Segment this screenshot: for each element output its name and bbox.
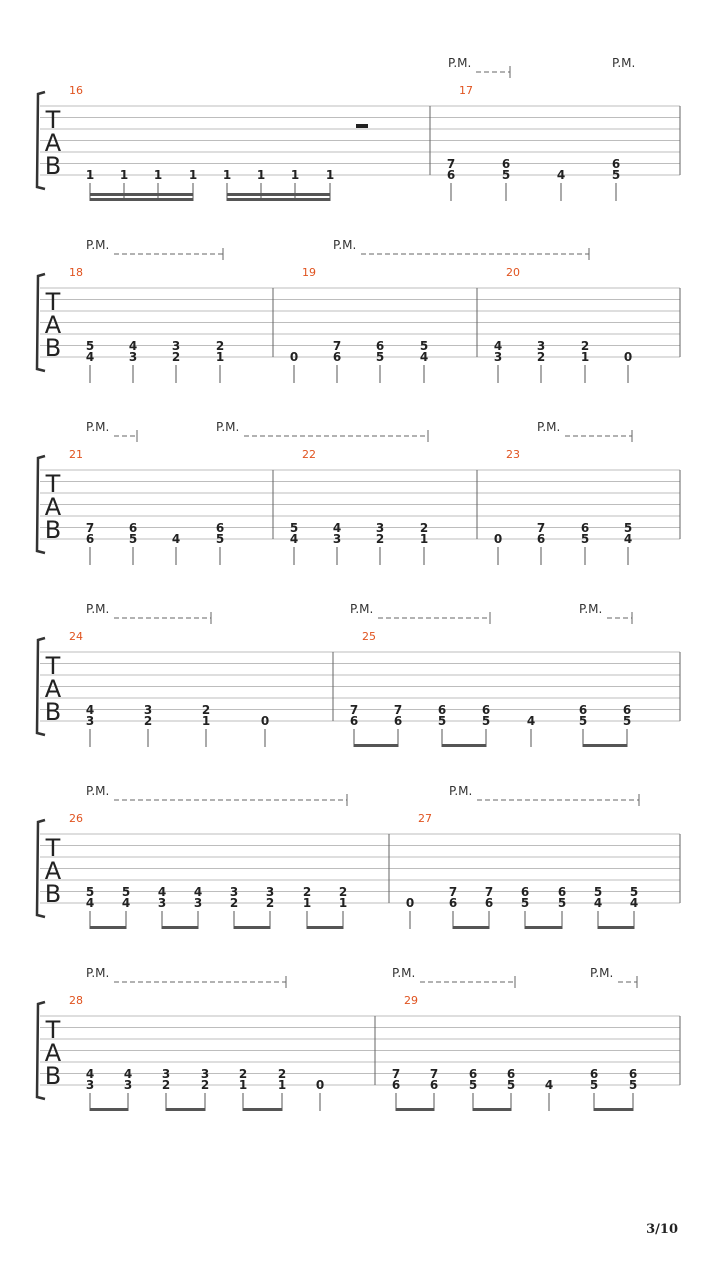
measure-number: 26 (69, 812, 83, 825)
fret-number: 7 (393, 703, 403, 717)
fret-number: 1 (580, 350, 590, 364)
fret-number: 7 (448, 885, 458, 899)
fret-number: 7 (446, 157, 456, 171)
fret-number: 5 (289, 521, 299, 535)
fret-number: 6 (437, 703, 447, 717)
fret-number: 2 (229, 896, 239, 910)
tab-system (37, 238, 680, 383)
palm-mute-label: P.M. (216, 420, 240, 434)
fret-number: 1 (188, 168, 198, 182)
fret-number: 1 (85, 168, 95, 182)
fret-number: 5 (578, 714, 588, 728)
fret-number: 4 (123, 1067, 133, 1081)
tab-clef-letter: A (44, 311, 62, 339)
fret-number: 6 (215, 521, 225, 535)
beam (594, 1108, 633, 1111)
fret-number: 6 (349, 714, 359, 728)
fret-number: 4 (157, 885, 167, 899)
fret-number: 6 (536, 532, 546, 546)
fret-number: 5 (580, 532, 590, 546)
measure-number: 27 (418, 812, 432, 825)
fret-number: 3 (536, 339, 546, 353)
palm-mute-label: P.M. (448, 56, 472, 70)
fret-number: 6 (628, 1067, 638, 1081)
fret-number: 1 (238, 1078, 248, 1092)
fret-number: 4 (85, 896, 95, 910)
beam (227, 193, 330, 196)
fret-number: 2 (161, 1078, 171, 1092)
fret-number: 3 (193, 896, 203, 910)
fret-number: 0 (493, 532, 503, 546)
fret-number: 4 (493, 339, 503, 353)
tab-clef-letter: B (44, 698, 62, 726)
measure-number: 19 (302, 266, 316, 279)
palm-mute-label: P.M. (86, 602, 110, 616)
tab-clef-letter: T (45, 834, 61, 862)
fret-number: 5 (623, 521, 633, 535)
fret-number: 5 (593, 885, 603, 899)
beam (354, 744, 398, 747)
fret-number: 6 (448, 896, 458, 910)
fret-number: 1 (290, 168, 300, 182)
fret-number: 4 (593, 896, 603, 910)
fret-number: 4 (556, 168, 566, 182)
tab-clef-letter: T (45, 288, 61, 316)
fret-number: 1 (256, 168, 266, 182)
fret-number: 6 (393, 714, 403, 728)
tab-clef-letter: B (44, 334, 62, 362)
fret-number: 0 (315, 1078, 325, 1092)
fret-number: 4 (193, 885, 203, 899)
beam (583, 744, 627, 747)
tab-clef-letter: B (44, 880, 62, 908)
fret-number: 5 (468, 1078, 478, 1092)
measure-number: 20 (506, 266, 520, 279)
fret-number: 3 (229, 885, 239, 899)
fret-number: 6 (622, 703, 632, 717)
fret-number: 7 (536, 521, 546, 535)
beam (473, 1108, 511, 1111)
palm-mute-label: P.M. (449, 784, 473, 798)
measure-number: 23 (506, 448, 520, 461)
fret-number: 4 (289, 532, 299, 546)
fret-number: 7 (332, 339, 342, 353)
fret-number: 7 (85, 521, 95, 535)
measure-number: 22 (302, 448, 316, 461)
fret-number: 7 (484, 885, 494, 899)
fret-number: 3 (157, 896, 167, 910)
fret-number: 6 (520, 885, 530, 899)
fret-number: 3 (161, 1067, 171, 1081)
fret-number: 0 (260, 714, 270, 728)
palm-mute-label: P.M. (86, 420, 110, 434)
fret-number: 1 (277, 1078, 287, 1092)
fret-number: 6 (446, 168, 456, 182)
beam (453, 926, 489, 929)
fret-number: 6 (589, 1067, 599, 1081)
palm-mute-label: P.M. (86, 238, 110, 252)
measure-number: 18 (69, 266, 83, 279)
beam (234, 926, 270, 929)
fret-number: 5 (628, 1078, 638, 1092)
fret-number: 3 (85, 1078, 95, 1092)
fret-number: 2 (265, 896, 275, 910)
fret-number: 2 (143, 714, 153, 728)
palm-mute-label: P.M. (350, 602, 374, 616)
beam (227, 198, 330, 201)
fret-number: 4 (544, 1078, 554, 1092)
fret-number: 1 (302, 896, 312, 910)
fret-number: 7 (391, 1067, 401, 1081)
fret-number: 5 (589, 1078, 599, 1092)
tab-clef-letter: B (44, 1062, 62, 1090)
beam (442, 744, 486, 747)
beam (166, 1108, 205, 1111)
fret-number: 5 (557, 896, 567, 910)
fret-number: 6 (611, 157, 621, 171)
tab-clef-letter: B (44, 516, 62, 544)
fret-number: 2 (338, 885, 348, 899)
beam (90, 193, 193, 196)
fret-number: 6 (484, 896, 494, 910)
fret-number: 4 (85, 350, 95, 364)
beam (598, 926, 634, 929)
fret-number: 3 (171, 339, 181, 353)
rest-symbol (356, 124, 368, 128)
fret-number: 1 (338, 896, 348, 910)
tab-system (37, 56, 680, 201)
fret-number: 1 (201, 714, 211, 728)
fret-number: 5 (481, 714, 491, 728)
fret-number: 6 (85, 532, 95, 546)
beam (90, 1108, 128, 1111)
fret-number: 4 (526, 714, 536, 728)
tab-clef-letter: A (44, 857, 62, 885)
tab-system (37, 420, 680, 565)
fret-number: 3 (375, 521, 385, 535)
tab-clef-letter: A (44, 675, 62, 703)
fret-number: 5 (85, 885, 95, 899)
fret-number: 5 (85, 339, 95, 353)
fret-number: 5 (128, 532, 138, 546)
fret-number: 7 (429, 1067, 439, 1081)
measure-number: 24 (69, 630, 83, 643)
measure-number: 17 (459, 84, 473, 97)
tab-clef-letter: T (45, 106, 61, 134)
beam (162, 926, 198, 929)
palm-mute-label: P.M. (333, 238, 357, 252)
fret-number: 0 (623, 350, 633, 364)
fret-number: 1 (215, 350, 225, 364)
fret-number: 4 (171, 532, 181, 546)
fret-number: 6 (128, 521, 138, 535)
palm-mute-label: P.M. (86, 784, 110, 798)
fret-number: 5 (629, 885, 639, 899)
fret-number: 5 (419, 339, 429, 353)
tab-clef-letter: A (44, 1039, 62, 1067)
fret-number: 6 (557, 885, 567, 899)
palm-mute-label: P.M. (590, 966, 614, 980)
fret-number: 5 (375, 350, 385, 364)
fret-number: 4 (121, 896, 131, 910)
palm-mute-label: P.M. (579, 602, 603, 616)
fret-number: 5 (501, 168, 511, 182)
fret-number: 3 (128, 350, 138, 364)
fret-number: 2 (580, 339, 590, 353)
palm-mute-label: P.M. (86, 966, 110, 980)
fret-number: 5 (611, 168, 621, 182)
fret-number: 2 (419, 521, 429, 535)
fret-number: 4 (85, 1067, 95, 1081)
beam (525, 926, 562, 929)
tab-clef-letter: A (44, 493, 62, 521)
fret-number: 6 (506, 1067, 516, 1081)
fret-number: 0 (289, 350, 299, 364)
beam (90, 926, 126, 929)
tab-system (37, 966, 680, 1111)
fret-number: 6 (501, 157, 511, 171)
fret-number: 5 (520, 896, 530, 910)
beam (307, 926, 343, 929)
fret-number: 2 (536, 350, 546, 364)
fret-number: 6 (481, 703, 491, 717)
fret-number: 3 (265, 885, 275, 899)
beam (396, 1108, 434, 1111)
fret-number: 2 (201, 703, 211, 717)
fret-number: 3 (143, 703, 153, 717)
fret-number: 2 (238, 1067, 248, 1081)
fret-number: 6 (375, 339, 385, 353)
fret-number: 5 (506, 1078, 516, 1092)
tab-clef-letter: T (45, 470, 61, 498)
tab-system (37, 784, 680, 929)
fret-number: 5 (437, 714, 447, 728)
fret-number: 3 (493, 350, 503, 364)
fret-number: 6 (429, 1078, 439, 1092)
fret-number: 4 (85, 703, 95, 717)
fret-number: 1 (119, 168, 129, 182)
fret-number: 1 (222, 168, 232, 182)
measure-number: 28 (69, 994, 83, 1007)
tab-clef-letter: T (45, 652, 61, 680)
fret-number: 4 (419, 350, 429, 364)
fret-number: 4 (128, 339, 138, 353)
tab-clef-letter: B (44, 152, 62, 180)
fret-number: 6 (468, 1067, 478, 1081)
palm-mute-label: P.M. (537, 420, 561, 434)
tab-system (37, 602, 680, 747)
fret-number: 1 (153, 168, 163, 182)
fret-number: 5 (215, 532, 225, 546)
fret-number: 2 (375, 532, 385, 546)
fret-number: 2 (171, 350, 181, 364)
page-number: 3/10 (646, 1222, 678, 1237)
tab-clef-letter: T (45, 1016, 61, 1044)
palm-mute-label: P.M. (612, 56, 636, 70)
fret-number: 2 (277, 1067, 287, 1081)
measure-number: 16 (69, 84, 83, 97)
fret-number: 6 (580, 521, 590, 535)
fret-number: 3 (85, 714, 95, 728)
beam (243, 1108, 282, 1111)
fret-number: 6 (332, 350, 342, 364)
fret-number: 3 (123, 1078, 133, 1092)
measure-number: 21 (69, 448, 83, 461)
fret-number: 3 (200, 1067, 210, 1081)
fret-number: 5 (622, 714, 632, 728)
fret-number: 3 (332, 532, 342, 546)
tab-clef-letter: A (44, 129, 62, 157)
fret-number: 4 (629, 896, 639, 910)
fret-number: 6 (578, 703, 588, 717)
fret-number: 1 (325, 168, 335, 182)
fret-number: 2 (302, 885, 312, 899)
fret-number: 0 (405, 896, 415, 910)
fret-number: 6 (391, 1078, 401, 1092)
fret-number: 2 (200, 1078, 210, 1092)
fret-number: 7 (349, 703, 359, 717)
fret-number: 5 (121, 885, 131, 899)
fret-number: 4 (623, 532, 633, 546)
measure-number: 25 (362, 630, 376, 643)
fret-number: 4 (332, 521, 342, 535)
measure-number: 29 (404, 994, 418, 1007)
beam (90, 198, 193, 201)
fret-number: 2 (215, 339, 225, 353)
palm-mute-label: P.M. (392, 966, 416, 980)
fret-number: 1 (419, 532, 429, 546)
